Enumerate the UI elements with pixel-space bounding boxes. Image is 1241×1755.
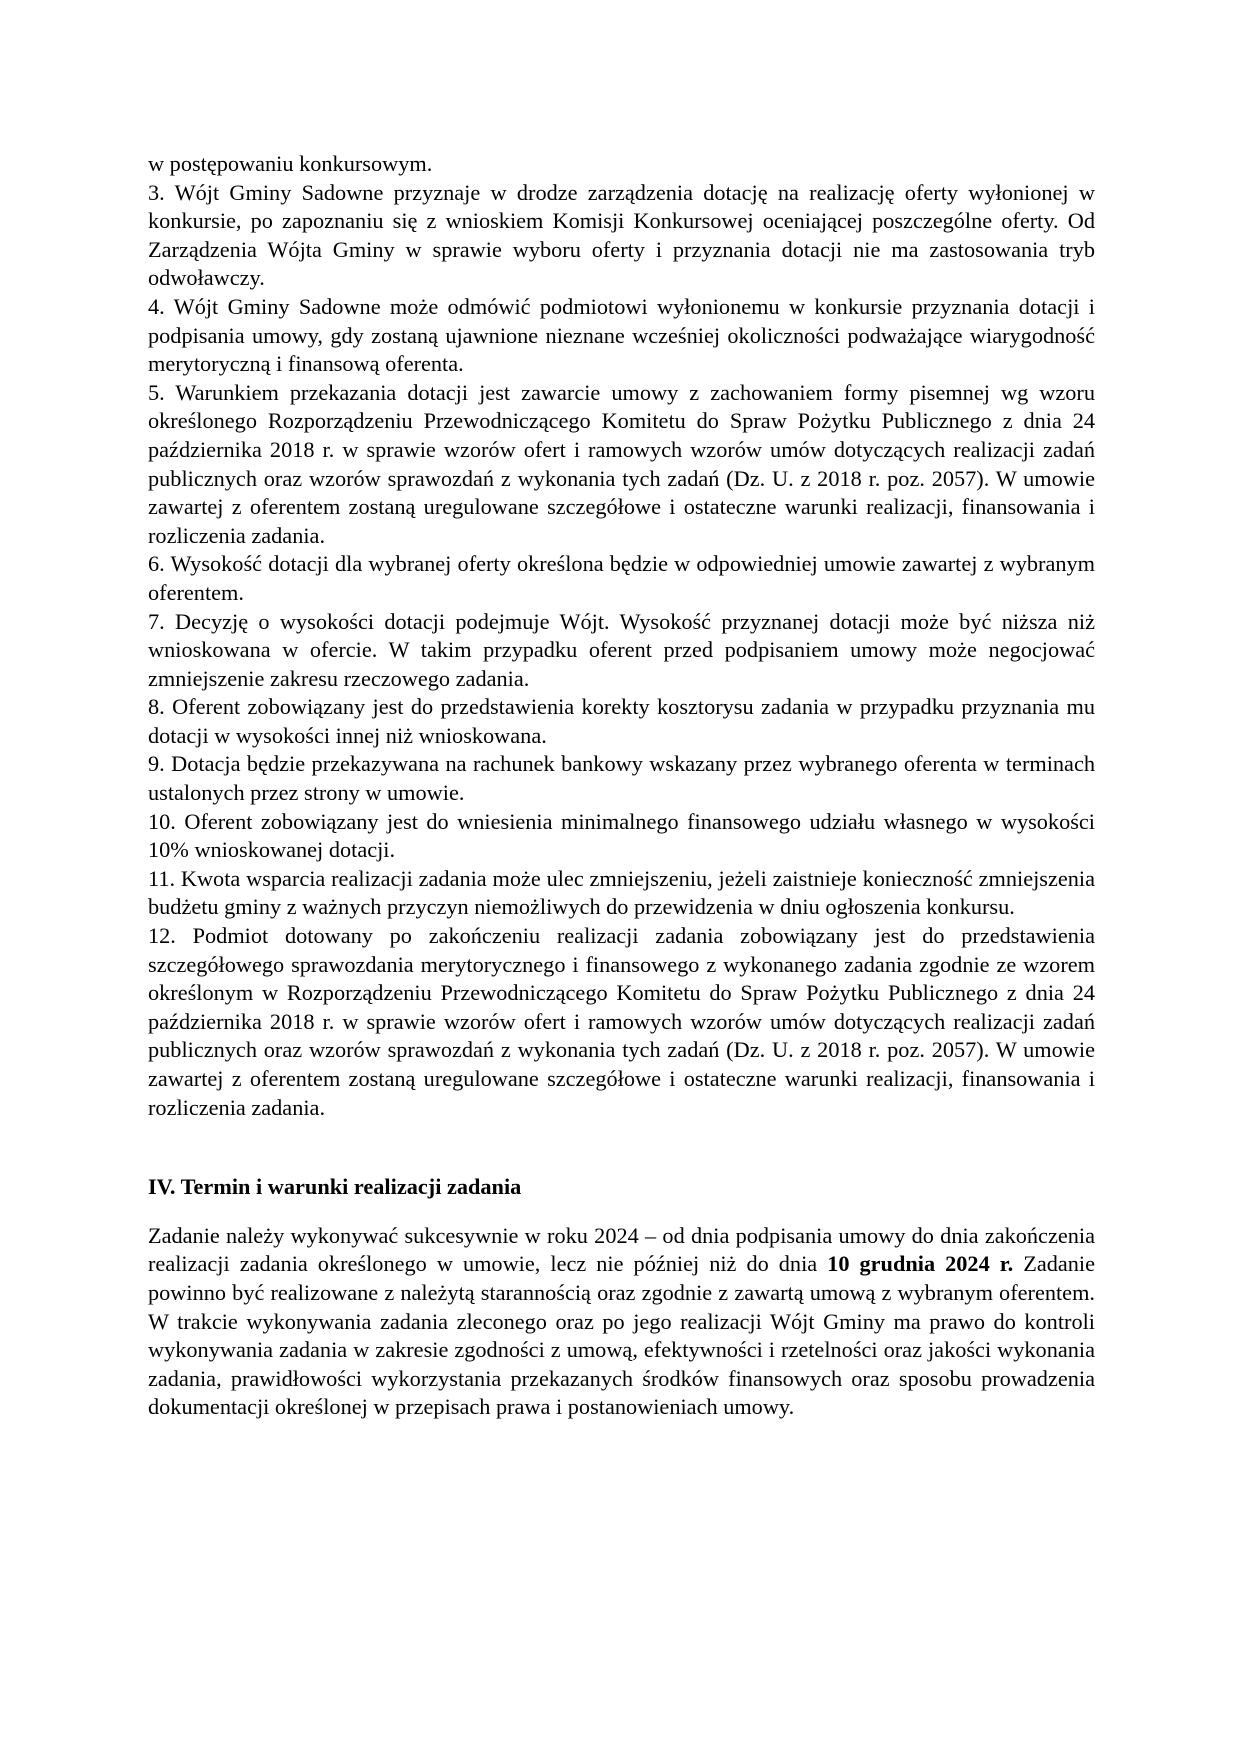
continuation-line: w postępowaniu konkursowym. <box>148 151 433 176</box>
list-item-10: 10. Oferent zobowiązany jest do wniesienia minimalnego finansowego udziału własnego w wysokości 10% wnioskowanej dotacji. <box>148 808 1095 863</box>
list-item-3: 3. Wójt Gminy Sadowne przyznaje w drodze zarządzenia dotację na realizację oferty wyłonionej w konkursie, po zapoznaniu się z wnioskiem Komisji Konkursowej oceniającej poszczególne oferty. Od Zarządzenia Wójta Gminy w sprawie wyboru oferty i przyznania dotacji nie ma zastosowania tryb odwoławczy. <box>148 179 1095 291</box>
list-item-11: 11. Kwota wsparcia realizacji zadania może ulec zmniejszeniu, jeżeli zaistnieje konieczność zmniejszenia budżetu gminy z ważnych przyczyn niemożliwych do przewidzenia w dniu ogłoszenia konkursu. <box>148 865 1095 920</box>
section-text-end: Zadanie powinno być realizowane z należytą starannością oraz zgodnie z zawartą umową z wybranym oferentem. W trakcie wykonywania zadania zleconego oraz po jego realizacji Wójt Gminy ma prawo do kontroli wykonywania zadania w zakresie zgodności z umową, efektywności i rzetelności oraz jakości wykonania zadania, prawidłowości wykorzystania przekazanych środków finansowych oraz sposobu prowadzenia dokumentacji określonej w przepisach prawa i postanowieniach umowy. <box>148 1251 1095 1420</box>
section-heading: IV. Termin i warunki realizacji zadania <box>148 1174 522 1200</box>
list-item-12: 12. Podmiot dotowany po zakończeniu realizacji zadania zobowiązany jest do przedstawienia szczegółowego sprawozdania merytorycznego i finansowego z wykonanego zadania zgodnie ze wzorem określonym w Rozporządzeniu Przewodniczącego Komitetu do Spraw Pożytku Publicznego z dnia 24 października 2018 r. w sprawie wzorów ofert i ramowych wzorów umów dotyczących realizacji zadań publicznych oraz wzorów sprawozdań z wykonania tych zadań (Dz. U. z 2018 r. poz. 2057). W umowie zawartej z oferentem zostaną uregulowane szczegółowe i ostateczne warunki realizacji, finansowania i rozliczenia zadania. <box>148 923 1095 1120</box>
list-item-8: 8. Oferent zobowiązany jest do przedstawienia korekty kosztorysu zadania w przypadku przyznania mu dotacji w wysokości innej niż wnioskowana. <box>148 694 1095 748</box>
deadline-date: 10 grudnia 2024 r. <box>827 1251 1014 1277</box>
list-item-7: 7. Decyzję o wysokości dotacji podejmuje Wójt. Wysokość przyznanej dotacji może być niższa niż wnioskowana w ofercie. W takim przypadku oferent przed podpisaniem umowy może negocjować zmniejszenie zakresu rzeczowego zadania. <box>148 608 1095 691</box>
list-item-6: 6. Wysokość dotacji dla wybranej oferty określona będzie w odpowiedniej umowie zawartej z wybranym oferentem. <box>148 551 1095 605</box>
list-item-4: 4. Wójt Gminy Sadowne może odmówić podmiotowi wyłonionemu w konkursie przyznania dotacji i podpisania umowy, gdy zostaną ujawnione nieznane wcześniej okoliczności podważające wiarygodność merytoryczną i finansową oferenta. <box>148 293 1095 377</box>
document-page <box>148 150 1095 1422</box>
section-text-start: Zadanie należy wykonywać sukcesywnie w roku 2024 – od dnia podpisania umowy do dnia zakończenia realizacji zadania określonego w umowie, lecz nie później niż do dnia <box>148 1222 1095 1277</box>
list-item-9: 9. Dotacja będzie przekazywana na rachunek bankowy wskazany przez wybranego oferenta w terminach ustalonych przez strony w umowie. <box>148 751 1095 806</box>
section-paragraph <box>148 1222 1095 1422</box>
list-item-5: 5. Warunkiem przekazania dotacji jest zawarcie umowy z zachowaniem formy pisemnej wg wzoru określonego Rozporządzeniu Przewodniczącego Komitetu do Spraw Pożytku Publicznego z dnia 24 października 2018 r. w sprawie wzorów ofert i ramowych wzorów umów dotyczących realizacji zadań publicznych oraz wzorów sprawozdań z wykonania tych zadań (Dz. U. z 2018 r. poz. 2057). W umowie zawartej z oferentem zostaną uregulowane szczegółowe i ostateczne warunki realizacji, finansowania i rozliczenia zadania. <box>148 379 1095 548</box>
